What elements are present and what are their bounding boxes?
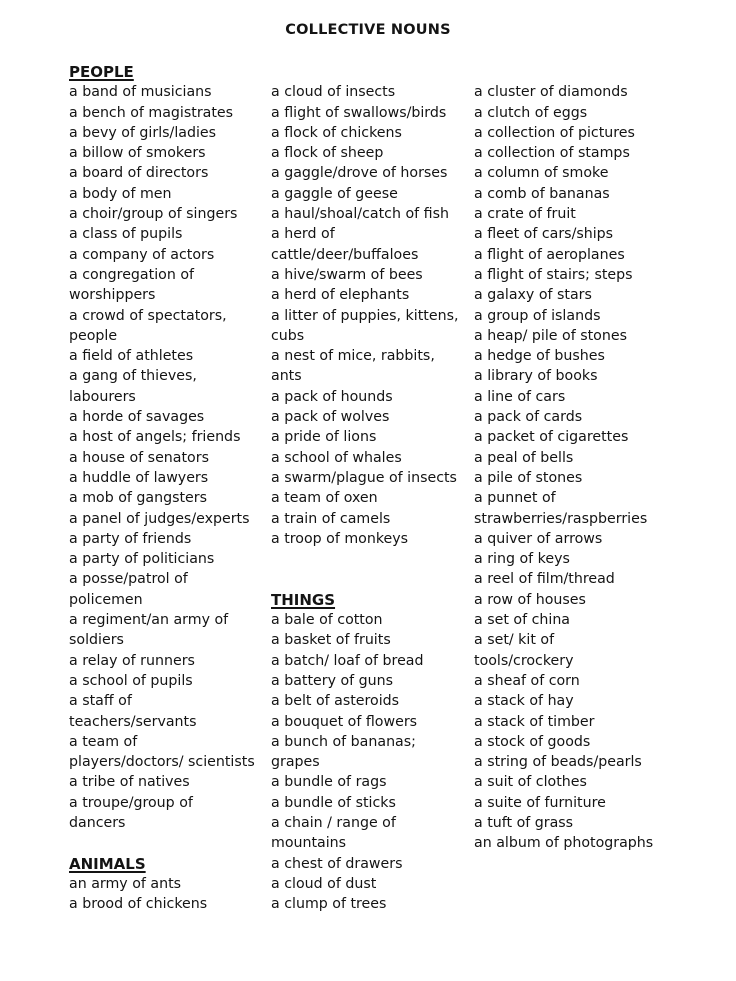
list-item: a bunch of bananas; [271,733,416,750]
list-item: a billow of smokers [69,145,206,162]
list-item: a staff of [69,693,132,710]
list-item: an album of photographs [474,835,654,852]
list-item: an army of ants [69,875,182,892]
list-item: players/doctors/ scientists [69,754,255,771]
list-item: a group of islands [474,307,601,324]
list-item: a hedge of bushes [474,348,605,365]
list-item: a tribe of natives [69,774,190,791]
list-item: a troop of monkeys [271,530,409,547]
list-item: a body of men [69,185,172,202]
list-item: grapes [271,754,320,771]
list-item: a litter of puppies, kittens, [271,307,459,324]
list-item: a bouquet of flowers [271,713,418,730]
list-item: a mob of gangsters [69,490,208,507]
spacer [69,833,255,853]
list-item: strawberries/raspberries [474,510,648,527]
list-item: people [69,327,118,344]
list-item: a batch/ loaf of bread [271,652,424,669]
list-item: a school of pupils [69,672,193,689]
list-item: a party of friends [69,530,192,547]
list-item: a battery of guns [271,672,394,689]
list-item: a suite of furniture [474,794,606,811]
list-item: policemen [69,591,143,608]
column-animals-things [271,62,458,914]
list-item: a nest of mice, rabbits, [271,348,435,365]
list-item: dancers [69,814,126,831]
list-item: a line of cars [474,388,566,405]
list-item: a flock of chickens [271,124,402,141]
list-item: a class of pupils [69,226,183,243]
list-item: a team of oxen [271,490,378,507]
list-item: a ring of keys [474,551,570,568]
spacer [271,549,458,590]
list-item: a brood of chickens [69,896,208,913]
list-item: a stack of timber [474,713,595,730]
list-item: a haul/shoal/catch of fish [271,206,449,223]
list-item: a bale of cotton [271,612,383,629]
list-item: a board of directors [69,165,209,182]
page-title: COLLECTIVE NOUNS [285,22,451,38]
list-item: a bench of magistrates [69,104,234,121]
list-item: a stock of goods [474,733,591,750]
list-item: a relay of runners [69,652,195,669]
list-item: a crate of fruit [474,206,576,223]
list-item: a clump of trees [271,896,387,913]
list-item: a bundle of sticks [271,794,396,811]
list-item: a collection of pictures [474,124,635,141]
list-item: a suit of clothes [474,774,587,791]
list-item: a field of athletes [69,348,194,365]
list-item: a flight of swallows/birds [271,104,447,121]
list-item: a flight of aeroplanes [474,246,625,263]
list-item: a herd of [271,226,335,243]
list-item: labourers [69,388,136,405]
spacer [271,62,458,82]
list-item: a pack of wolves [271,409,390,426]
list-item: a fleet of cars/ships [474,226,614,243]
list-item: a regiment/an army of [69,612,229,629]
column-people-animals [69,62,255,914]
list-item: worshippers [69,287,156,304]
list-item: a pride of lions [271,429,377,446]
section-heading: PEOPLE [69,63,134,81]
list-item: a basket of fruits [271,632,391,649]
list-item: a band of musicians [69,84,212,101]
list-item: a packet of cigarettes [474,429,629,446]
list-item: a collection of stamps [474,145,630,162]
list-item: a galaxy of stars [474,287,592,304]
list-item: a choir/group of singers [69,206,238,223]
list-item: a host of angels; friends [69,429,241,446]
list-item: a swarm/plague of insects [271,469,457,486]
list-item: a cluster of diamonds [474,84,628,101]
list-item: a horde of savages [69,409,205,426]
list-item: ants [271,368,302,385]
list-item: a pack of cards [474,409,583,426]
list-item: a congregation of [69,266,194,283]
list-item: a house of senators [69,449,209,466]
list-item: a gaggle of geese [271,185,398,202]
list-item: cubs [271,327,305,344]
column-things [474,62,653,854]
list-item: a cloud of insects [271,84,396,101]
list-item: a company of actors [69,246,215,263]
list-item: tools/crockery [474,652,574,669]
list-item: a set of china [474,612,571,629]
list-item: teachers/servants [69,713,197,730]
list-item: a pile of stones [474,469,583,486]
list-item: cattle/deer/buffaloes [271,246,419,263]
list-item: a herd of elephants [271,287,410,304]
list-item: a column of smoke [474,165,609,182]
list-item: a panel of judges/experts [69,510,250,527]
list-item: a belt of asteroids [271,693,400,710]
list-item: a team of [69,733,138,750]
list-item: a posse/patrol of [69,571,188,588]
list-item: a peal of bells [474,449,574,466]
list-item: a train of camels [271,510,391,527]
list-item: a chain / range of [271,814,396,831]
list-item: a party of politicians [69,551,215,568]
list-item: a chest of drawers [271,855,403,872]
list-item: a set/ kit of [474,632,555,649]
list-item: soldiers [69,632,124,649]
list-item: a sheaf of corn [474,672,580,689]
list-item: a row of houses [474,591,586,608]
list-item: a bevy of girls/ladies [69,124,217,141]
list-item: a bundle of rags [271,774,387,791]
list-item: a pack of hounds [271,388,393,405]
list-item: a gaggle/drove of horses [271,165,448,182]
list-item: a heap/ pile of stones [474,327,627,344]
list-item: a reel of film/thread [474,571,615,588]
list-item: a quiver of arrows [474,530,603,547]
list-item: a crowd of spectators, [69,307,227,324]
list-item: a school of whales [271,449,402,466]
list-item: a gang of thieves, [69,368,197,385]
section-heading: ANIMALS [69,854,146,873]
list-item: a huddle of lawyers [69,469,209,486]
list-item: a comb of bananas [474,185,610,202]
list-item: a punnet of [474,490,556,507]
list-item: a hive/swarm of bees [271,266,423,283]
list-item: a cloud of dust [271,875,377,892]
list-item: a library of books [474,368,598,385]
list-item: a tuft of grass [474,814,574,831]
list-item: a flight of stairs; steps [474,266,633,283]
list-item: a clutch of eggs [474,104,588,121]
list-item: mountains [271,835,347,852]
list-item: a string of beads/pearls [474,754,642,771]
section-heading: THINGS [271,590,336,609]
list-item: a flock of sheep [271,145,384,162]
spacer [474,62,653,82]
list-item: a stack of hay [474,693,574,710]
list-item: a troupe/group of [69,794,193,811]
